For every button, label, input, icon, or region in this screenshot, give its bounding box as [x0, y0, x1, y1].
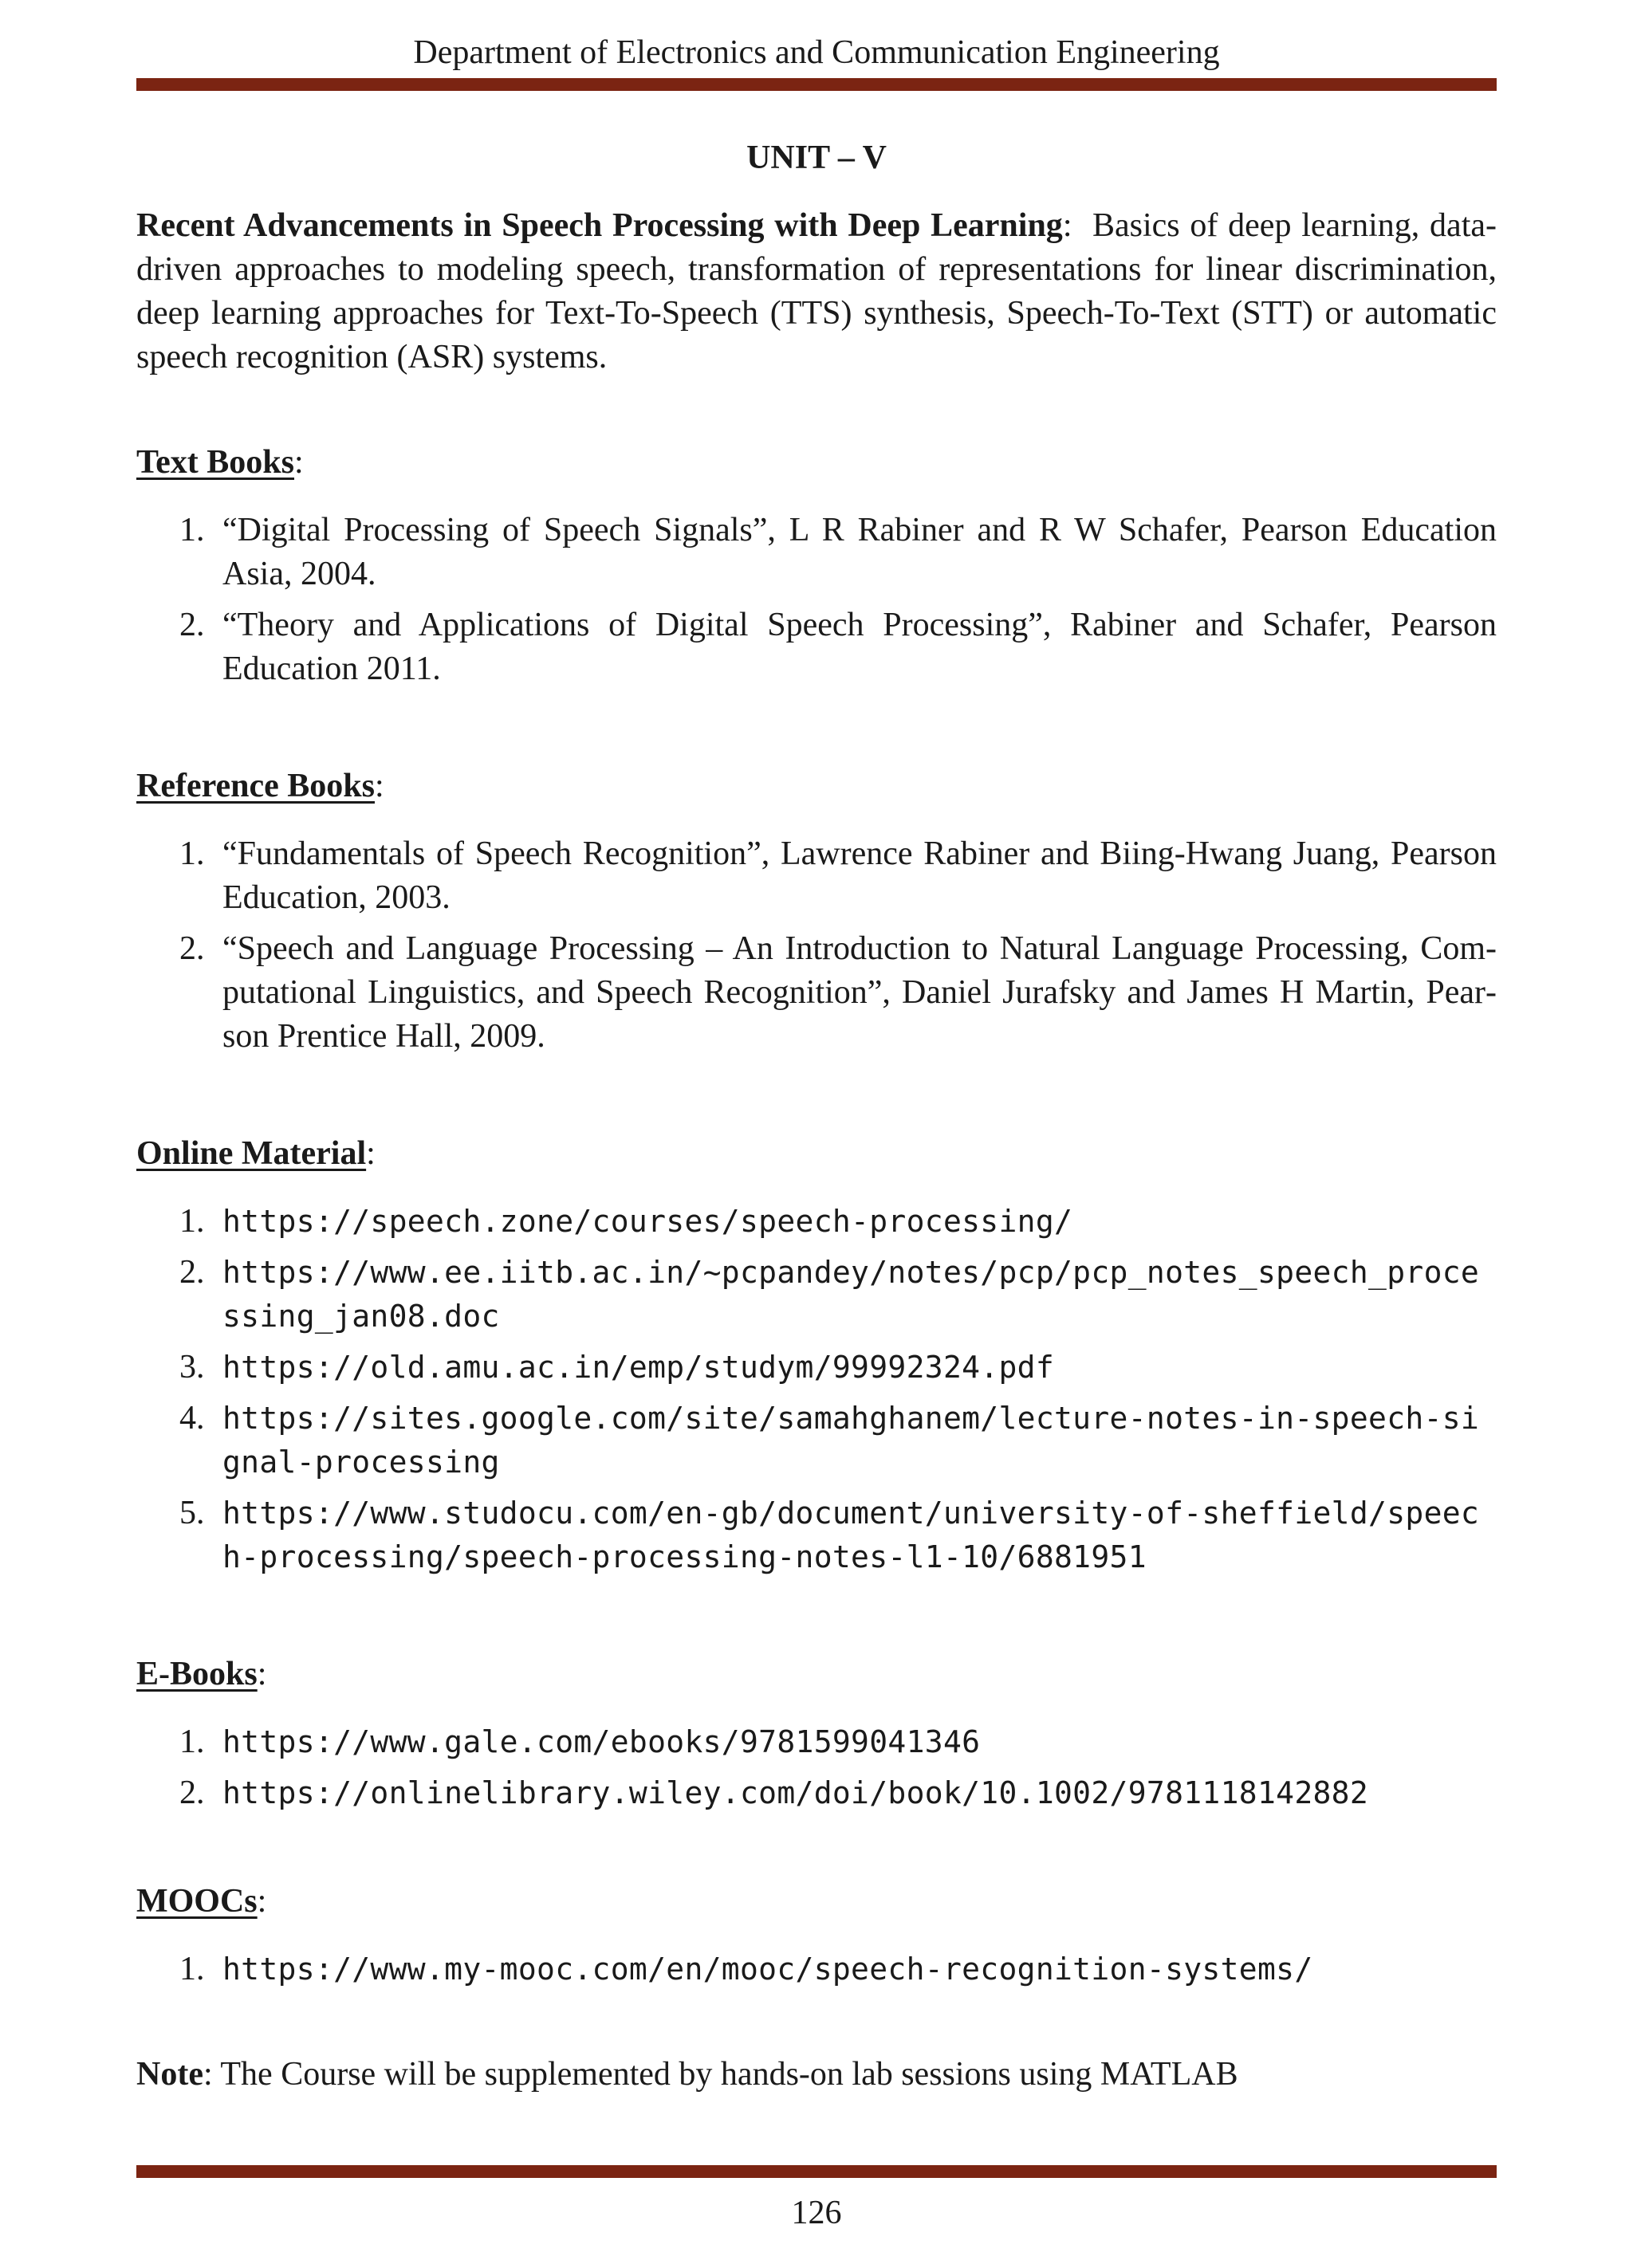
note-label: Note [136, 2056, 203, 2093]
ebooks-heading-label: E-Books [136, 1656, 258, 1692]
list-item [136, 1771, 1497, 1815]
note-text: The Course will be supplemented by hands-on lab sessions using MATLAB [220, 2056, 1238, 2093]
list-item [136, 509, 1497, 596]
online-material-heading-label: Online Material [136, 1135, 367, 1172]
list-item-number: 1. [179, 1951, 205, 1987]
reference-books-heading-label: Reference Books [136, 768, 375, 804]
moocs-heading-label: MOOCs [136, 1883, 258, 1920]
ebooks-list [136, 1720, 1497, 1815]
online-material-link[interactable]: https://old.amu.ac.in/emp/studym/99992324.pdf [222, 1350, 1055, 1385]
page-header: Department of Electronics and Communication Engineering [413, 34, 1220, 71]
online-material-link[interactable]: https://sites.google.com/site/samahghanem/lecture-notes-in-speech-signal-processing [222, 1401, 1480, 1480]
reference-books-list [136, 832, 1497, 1059]
list-item [136, 603, 1497, 691]
online-material-heading [136, 1130, 1497, 1177]
list-item [136, 1720, 1497, 1764]
list-item [136, 927, 1497, 1059]
list-item [136, 832, 1497, 920]
moocs-heading-colon: : [257, 1883, 267, 1920]
unit-description [136, 204, 1497, 379]
list-item-number: 2. [179, 1775, 205, 1811]
mooc-link[interactable]: https://www.my-mooc.com/en/mooc/speech-recognition-systems/ [222, 1952, 1313, 1987]
list-item-number: 2. [179, 1254, 205, 1291]
list-item-text: “Digital Processing of Speech Signals”, L R Rabiner and R W Schafer, Pearson Education Asia, 2004. [222, 512, 1497, 592]
list-item-text: “Theory and Applications of Digital Speech Processing”, Rabiner and Schafer, Pearson Education 2011. [222, 607, 1497, 687]
list-item-number: 3. [179, 1349, 205, 1386]
list-item-text: “Speech and Language Processing – An Introduction to Natural Language Processing, Computational Linguistics, and Speech Recognition”, Daniel Jurafsky and James H Martin, Pearson Prentice Hall, 2009. [222, 930, 1497, 1055]
header-rule [136, 78, 1497, 91]
list-item [136, 1200, 1497, 1244]
footer-rule [136, 2165, 1497, 2178]
reference-books-heading [136, 762, 1497, 810]
text-books-heading [136, 438, 1497, 486]
online-material-heading-colon: : [366, 1135, 376, 1172]
list-item [136, 1251, 1497, 1338]
list-item [136, 1397, 1497, 1484]
online-material-link[interactable]: https://www.ee.iitb.ac.in/~pcpandey/notes/pcp/pcp_notes_speech_processing_jan08.doc [222, 1255, 1480, 1334]
moocs-heading [136, 1877, 1497, 1925]
list-item [136, 1492, 1497, 1579]
list-item-number: 2. [179, 930, 205, 967]
online-material-link[interactable]: https://www.studocu.com/en-gb/document/university-of-sheffield/speech-processing/speech-processing-notes-l1-10/6881951 [222, 1496, 1480, 1574]
list-item-text: “Fundamentals of Speech Recognition”, Lawrence Rabiner and Biing-Hwang Juang, Pearson Education, 2003. [222, 835, 1497, 916]
moocs-list [136, 1948, 1497, 1991]
note-colon: : [203, 2056, 213, 2093]
ebooks-heading [136, 1650, 1497, 1698]
online-material-list [136, 1200, 1497, 1579]
list-item-number: 1. [179, 835, 205, 872]
ebook-link[interactable]: https://onlinelibrary.wiley.com/doi/book/10.1002/9781118142882 [222, 1775, 1369, 1810]
text-books-heading-colon: : [294, 444, 304, 481]
ebooks-heading-colon: : [257, 1656, 267, 1692]
list-item-number: 1. [179, 512, 205, 548]
reference-books-heading-colon: : [374, 768, 384, 804]
page-number: 126 [791, 2195, 842, 2231]
list-item-number: 4. [179, 1400, 205, 1437]
page-content [136, 134, 1497, 2098]
ebook-link[interactable]: https://www.gale.com/ebooks/9781599041346 [222, 1724, 981, 1759]
list-item-number: 5. [179, 1495, 205, 1531]
list-item-number: 1. [179, 1203, 205, 1240]
list-item-number: 2. [179, 607, 205, 643]
list-item [136, 1346, 1497, 1389]
unit-topic: Recent Advancements in Speech Processing with Deep Learning [136, 207, 1063, 244]
list-item-number: 1. [179, 1724, 205, 1760]
unit-description-text: Basics of deep learning, data-driven approaches to modeling speech, transformation of representations for linear discrimination, deep learning approaches for Text-To-Speech (TTS) synthesis, Speech-To-Text (STT) or automatic speech recognition (ASR) systems. [136, 207, 1497, 375]
online-material-link[interactable]: https://speech.zone/courses/speech-processing/ [222, 1204, 1073, 1239]
list-item [136, 1948, 1497, 1991]
course-note [136, 2050, 1497, 2098]
unit-topic-colon: : [1062, 207, 1072, 244]
text-books-heading-label: Text Books [136, 444, 295, 481]
unit-title: UNIT – V [746, 140, 887, 176]
text-books-list [136, 509, 1497, 691]
